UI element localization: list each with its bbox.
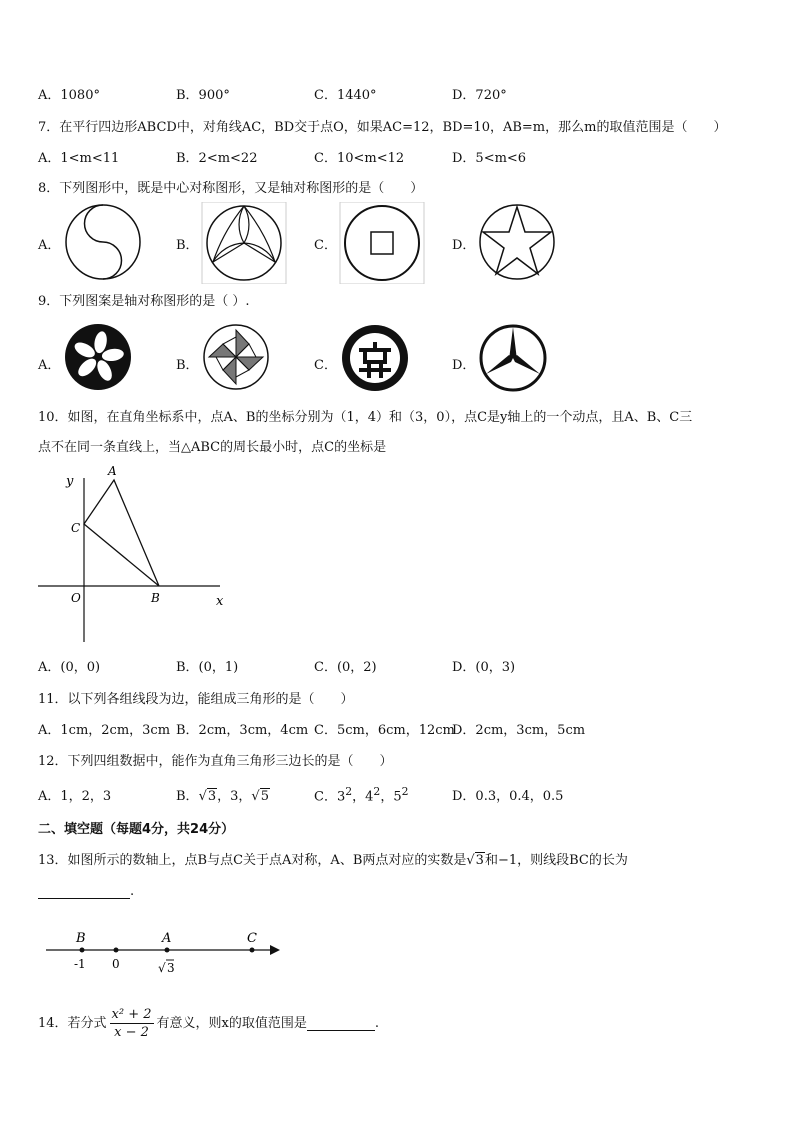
q6-option-c: C．1440° [314,88,377,103]
q8-label-d: D． [452,238,476,253]
q8-figures [38,202,758,292]
q14-fraction [110,1006,154,1041]
q12-options [38,785,758,803]
q7-text: 7．在平行四边形ABCD中，对角线AC，BD交于点O，如果AC=12，BD=10，AB=m，那么m的取值范围是（ ） [38,120,727,135]
q12-option-c: C．$3^2$，$4^2$，$5^2$ [314,785,409,805]
q12-c-exp-2: 2 [373,785,381,798]
nl-label-sqrt3: 3 [167,961,175,975]
q12-option-b-prefix: B． [176,789,199,804]
q8-label-c: C． [314,238,337,253]
q14-denominator: x − 2 [114,1025,149,1040]
q13-period: . [130,884,135,899]
q10-option-c: C．(0，2) [314,660,377,675]
q13-sqrt-3-radicand: 3 [475,853,484,868]
railway-emblem-figure [339,322,411,394]
q10-option-a: A．(0，0) [38,660,101,675]
q9-label-b: B． [176,358,199,373]
q7-option-b: B．2<m<22 [176,151,258,166]
nl-label-c: C [247,931,257,946]
q12-c-exp-1: 2 [345,785,353,798]
q7-options [38,147,758,165]
q12-option-a: A．1，2，3 [38,789,112,804]
q12-c-base-3: 5 [393,789,402,805]
square-in-circle-figure [339,202,425,284]
q14-text [38,1003,379,1045]
three-arcs-figure [201,202,287,284]
q9-figures [38,322,758,412]
q13-answer-line [38,884,134,899]
q7-option-c: C．10<m<12 [314,151,405,166]
q11-option-a: A．1cm，2cm，3cm [38,723,171,738]
q13-number-line [40,926,290,982]
point-c [250,948,255,953]
q8-text: 8．下列图形中，既是中心对称图形，又是轴对称图形的是（ ） [38,181,424,196]
section-2-title: 二、填空题（每题4分，共24分） [38,822,235,837]
q10-coordinate-figure [38,462,238,644]
q11-option-b: B．2cm，3cm，4cm [176,723,309,738]
q6-option-b: B．900° [176,88,230,103]
q12-c-exp-3: 2 [401,785,409,798]
q10-options [38,656,758,674]
point-zero [114,948,119,953]
q6-option-d: D．720° [452,88,507,103]
label-c: C [71,521,81,535]
q11-options [38,719,758,737]
q10-text-line2: 点不在同一条直线上，当△ABC的周长最小时，点C的坐标是 [38,440,387,455]
q13-answer-blank[interactable] [38,884,130,899]
q9-label-a: A． [38,358,61,373]
q12-option-c-prefix: C． [314,789,337,805]
q12-option-b-mid: ，3， [217,789,252,804]
q6-options [38,84,758,102]
q14-period: . [374,1016,380,1031]
yin-yang-figure [63,202,143,282]
q12-option-d: D．0.3，0.4，0.5 [452,789,564,804]
q7-option-a: A．1<m<11 [38,151,120,166]
label-o: O [71,591,81,605]
nl-label-b: B [76,931,86,946]
nl-label-minus1: -1 [74,957,86,971]
sqrt-5-radicand: 5 [260,789,269,804]
q8-label-a: A． [38,238,61,253]
q7-option-d: D．5<m<6 [452,151,527,166]
pinwheel-emblem-figure [201,322,271,392]
q10-option-d: D．(0，3) [452,660,516,675]
q12-option-b [176,785,270,804]
bauhinia-emblem-figure [63,322,133,392]
q13-sqrt-3: √3 [466,853,484,868]
q13-text [38,849,628,868]
q11-option-d: D．2cm，3cm，5cm [452,723,586,738]
sqrt-5: √5 [251,789,269,804]
triangle-abc [84,480,159,586]
q9-label-c: C． [314,358,337,373]
q13-text-a: 13．如图所示的数轴上，点B与点C关于点A对称，A、B两点对应的实数是 [38,853,467,868]
three-pointed-star-figure [477,322,549,394]
label-b: B [151,591,160,605]
q10-option-b: B．(0，1) [176,660,239,675]
sqrt-3-radicand: 3 [207,789,217,804]
label-y: y [66,474,74,489]
q12-c-base-2: 4 [365,789,374,805]
q12-text: 12．下列四组数据中，能作为直角三角形三边长的是（ ） [38,754,393,769]
q11-text: 11．以下列各组线段为边，能组成三角形的是（ ） [38,692,354,707]
nl-label-zero: 0 [112,957,120,971]
star-in-circle-figure [477,202,557,282]
point-a [165,948,170,953]
q14-text-a: 14．若分式 [38,1016,107,1031]
nl-label-a: A [162,931,172,946]
label-a: A [108,464,117,478]
nl-sqrt-sign: √ [158,961,166,975]
q9-label-d: D． [452,358,476,373]
q9-text: 9．下列图案是轴对称图形的是（ ）. [38,294,250,309]
q12-c-base-1: 3 [336,789,346,805]
q14-answer-blank[interactable] [307,1016,375,1031]
point-b [80,948,85,953]
q6-option-a: A．1080° [38,88,100,103]
label-x: x [216,594,224,609]
q8-label-b: B． [176,238,199,253]
q10-text-line1: 10．如图，在直角坐标系中，点A、B的坐标分别为（1，4）和（3，0），点C是y轴上的一个动点，且A、B、C三 [38,410,693,425]
q11-option-c: C．5cm，6cm，12cm [314,723,455,738]
q14-numerator: x² + 2 [111,1007,152,1022]
q14-text-b: 有意义，则x的取值范围是 [156,1016,307,1031]
sqrt-3: √3 [198,789,217,804]
q13-text-b: 和−1，则线段BC的长为 [484,853,628,868]
